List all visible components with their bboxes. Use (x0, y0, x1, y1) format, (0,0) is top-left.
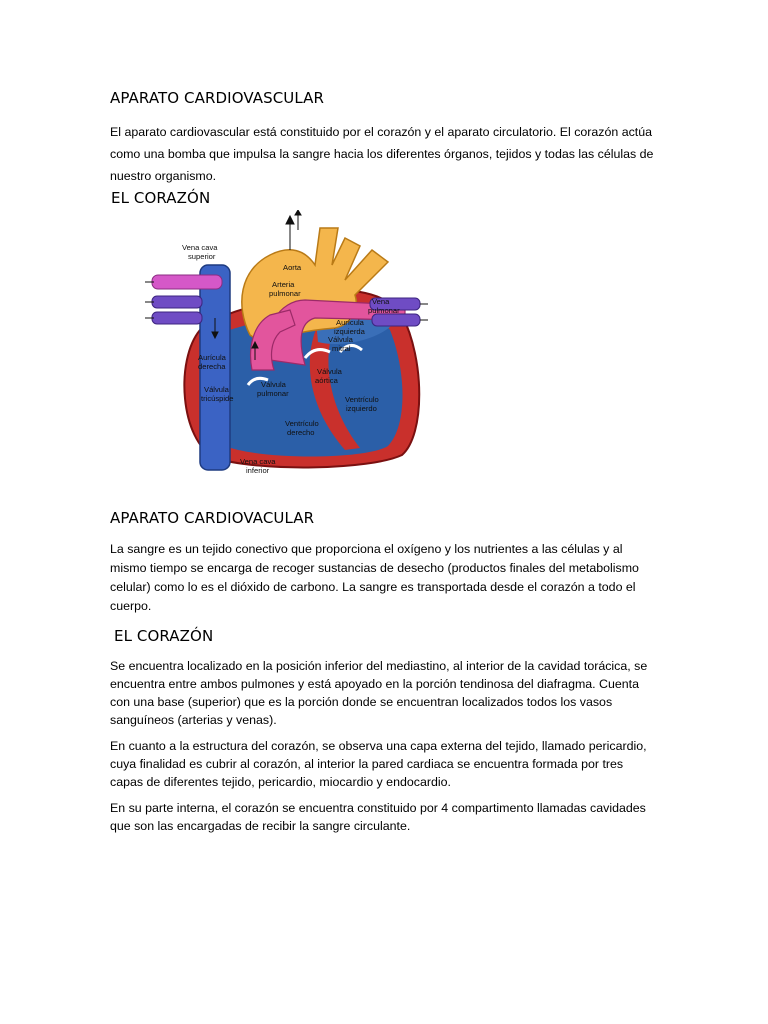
label-valvula-tricuspide-2: tricúspide (201, 394, 234, 403)
heart-interior-paragraph: En su parte interna, el corazón se encuentra constituido por 4 compartimento llamadas cavidades que son las encargadas de recibir la sangre circulante. (110, 801, 646, 833)
label-ventriculo-derecho-2: derecho (287, 428, 315, 437)
label-vena-cava-inferior-1: Vena cava (240, 457, 276, 466)
section-heading-aparato-cardiovacular: APARATO CARDIOVACULAR (110, 509, 315, 527)
label-vena-pulmonar-1: Vena (372, 297, 390, 306)
label-valvula-mitral-1: Válvula (328, 335, 353, 344)
label-vena-cava-inferior-2: inferior (246, 466, 270, 475)
heart-structure-paragraph: En cuanto a la estructura del corazón, se observa una capa externa del tejido, llamado pericardio, cuya finalidad es cubrir al corazón, al interior la pared cardiaca se encuentra formada por tres capas de diferentes tejido, pericardio, miocardio y endocardio. (110, 739, 647, 789)
label-aorta: Aorta (283, 263, 302, 272)
section-heading-aparato-cardiovascular: APARATO CARDIOVASCULAR (110, 89, 325, 107)
label-ventriculo-derecho-1: Ventrículo (285, 419, 319, 428)
label-valvula-mitral-2: mitral (332, 344, 351, 353)
label-auricula-izquierda-1: Aurícula (336, 318, 364, 327)
label-auricula-izquierda-2: izquierda (334, 327, 365, 336)
heart-location-paragraph: Se encuentra localizado en la posición inferior del mediastino, al interior de la cavidad torácica, se encuentra entre ambos pulmones y está apoyado en la porción tendinosa del diafragma. Cuenta con una base (superior) que es la porción donde se encuentran localizados todos los vasos sanguíneos (arterias y venas). (110, 659, 648, 727)
label-arteria-pulmonar-2: pulmonar (269, 289, 301, 298)
label-vena-pulmonar-2: pulmonar (368, 306, 400, 315)
blood-paragraph: La sangre es un tejido conectivo que proporciona el oxígeno y los nutrientes a las células y al mismo tiempo se encarga de recoger sustancias de desecho (productos finales del metabolismo celular) como lo es el dióxido de carbono. La sangre es transportada desde el corazón a todo el cuerpo. (110, 542, 639, 613)
label-vena-cava-superior-1: Vena cava (182, 243, 218, 252)
label-valvula-pulmonar-2: pulmonar (257, 389, 289, 398)
label-auricula-derecha-2: derecha (198, 362, 226, 371)
label-arteria-pulmonar-1: Arteria (272, 280, 295, 289)
label-auricula-derecha-1: Aurícula (198, 353, 226, 362)
label-ventriculo-izquierdo-1: Ventrículo (345, 395, 379, 404)
section-heading-el-corazon: EL CORAZÓN (111, 189, 211, 207)
label-valvula-pulmonar-1: Válvula (261, 380, 286, 389)
section-heading-el-corazon-2: EL CORAZÓN (114, 627, 214, 645)
label-vena-cava-superior-2: superior (188, 252, 216, 261)
label-valvula-aortica-1: Válvula (317, 367, 342, 376)
label-valvula-tricuspide-1: Válvula (204, 385, 229, 394)
label-valvula-aortica-2: aórtica (315, 376, 338, 385)
label-ventriculo-izquierdo-2: izquierdo (346, 404, 377, 413)
heart-illustration (140, 210, 430, 476)
heart-diagram (140, 210, 430, 476)
intro-paragraph: El aparato cardiovascular está constituido por el corazón y el aparato circulatorio. El corazón actúa como una bomba que impulsa la sangre hacia los diferentes órganos, tejidos y todas las células de nuestro organismo. (110, 125, 654, 183)
